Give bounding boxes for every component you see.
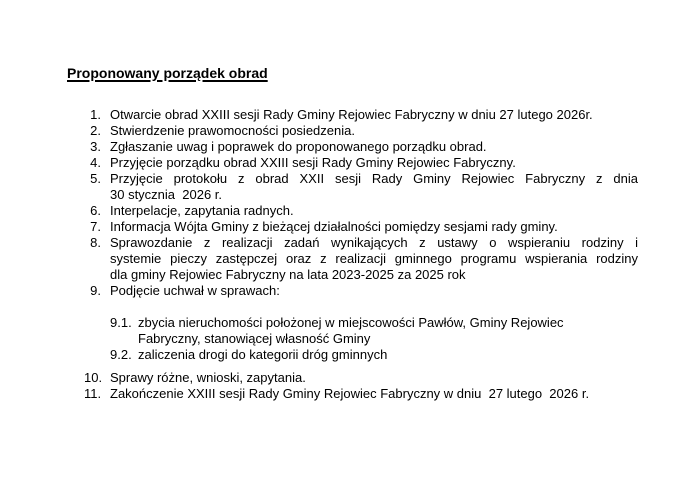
agenda-item-number: 1.	[90, 107, 101, 122]
agenda-item-line: Fabryczny, stanowiącej własność Gminy	[138, 331, 371, 346]
agenda-item-line: Zgłaszanie uwag i poprawek do proponowanego porządku obrad.	[110, 139, 487, 154]
agenda-item-number: 9.	[90, 283, 101, 298]
agenda-item-text	[110, 386, 638, 402]
agenda-item	[84, 219, 685, 235]
agenda-item-number: 4.	[90, 155, 101, 170]
agenda-item-line: Zakończenie XXIII sesji Rady Gminy Rejowiec Fabryczny w dniu 27 lutego 2026 r.	[110, 386, 590, 401]
agenda-item-line: Sprawy różne, wnioski, zapytania.	[110, 370, 306, 385]
agenda-item-line: Podjęcie uchwał w sprawach:	[110, 283, 280, 298]
agenda-item-text	[110, 283, 638, 299]
agenda-item-line: Sprawozdanie z realizacji zadań wynikających z ustawy o wspieraniu rodziny i	[110, 235, 638, 250]
agenda-item-line: Interpelacje, zapytania radnych.	[110, 203, 294, 218]
agenda-item-text	[138, 315, 638, 347]
agenda-item-number: 9.1.	[110, 315, 132, 330]
agenda-item-text	[138, 347, 638, 363]
agenda-item-line: Stwierdzenie prawomocności posiedzenia.	[110, 123, 355, 138]
agenda-item	[84, 139, 685, 155]
agenda-item	[84, 123, 685, 139]
agenda-item-text	[110, 123, 638, 139]
agenda-item-line: systemie pieczy zastępczej oraz z realizacji gminnego programu wspierania rodziny	[110, 251, 638, 266]
agenda-item-line: Otwarcie obrad XXIII sesji Rady Gminy Rejowiec Fabryczny w dniu 27 lutego 2026r.	[110, 107, 593, 122]
agenda-item-number: 6.	[90, 203, 101, 218]
agenda-item-text	[110, 171, 638, 203]
agenda-item-number: 7.	[90, 219, 101, 234]
agenda-item	[84, 107, 685, 123]
agenda-item	[84, 235, 685, 283]
agenda-item-text	[110, 107, 638, 123]
agenda-item	[84, 283, 685, 299]
agenda-item-line: zaliczenia drogi do kategorii dróg gminnych	[138, 347, 388, 362]
agenda-item	[110, 315, 685, 347]
agenda-item-text	[110, 139, 638, 155]
agenda-item-line: Przyjęcie protokołu z obrad XXII sesji Rady Gminy Rejowiec Fabryczny z dnia	[110, 171, 638, 186]
agenda-item-number: 5.	[90, 171, 101, 186]
agenda-item-line: 30 stycznia 2026 r.	[110, 187, 223, 202]
agenda-item-number: 9.2.	[110, 347, 132, 362]
agenda-item-line: dla gminy Rejowiec Fabryczny na lata 2023-2025 za 2025 rok	[110, 267, 466, 282]
agenda-item	[110, 347, 685, 363]
agenda-list	[0, 107, 685, 402]
agenda-item	[84, 203, 685, 219]
agenda-item	[84, 155, 685, 171]
agenda-item-line: Przyjęcie porządku obrad XXIII sesji Rady Gminy Rejowiec Fabryczny.	[110, 155, 516, 170]
agenda-item-line: Informacja Wójta Gminy z bieżącej działalności pomiędzy sesjami rady gminy.	[110, 219, 558, 234]
agenda-item-number: 3.	[90, 139, 101, 154]
agenda-item-number: 2.	[90, 123, 101, 138]
agenda-item-number: 11.	[84, 386, 102, 401]
agenda-item	[84, 386, 685, 402]
agenda-item-number: 8.	[90, 235, 101, 250]
document-title: Proponowany porządek obrad	[67, 65, 268, 81]
agenda-item-text	[110, 219, 638, 235]
agenda-item-number: 10.	[84, 370, 103, 385]
agenda-item	[84, 370, 685, 386]
agenda-item-text	[110, 235, 638, 283]
agenda-item-line: zbycia nieruchomości położonej w miejscowości Pawłów, Gminy Rejowiec	[138, 315, 564, 330]
agenda-item-text	[110, 155, 638, 171]
agenda-item-text	[110, 370, 638, 386]
agenda-item	[84, 171, 685, 203]
agenda-item-text	[110, 203, 638, 219]
